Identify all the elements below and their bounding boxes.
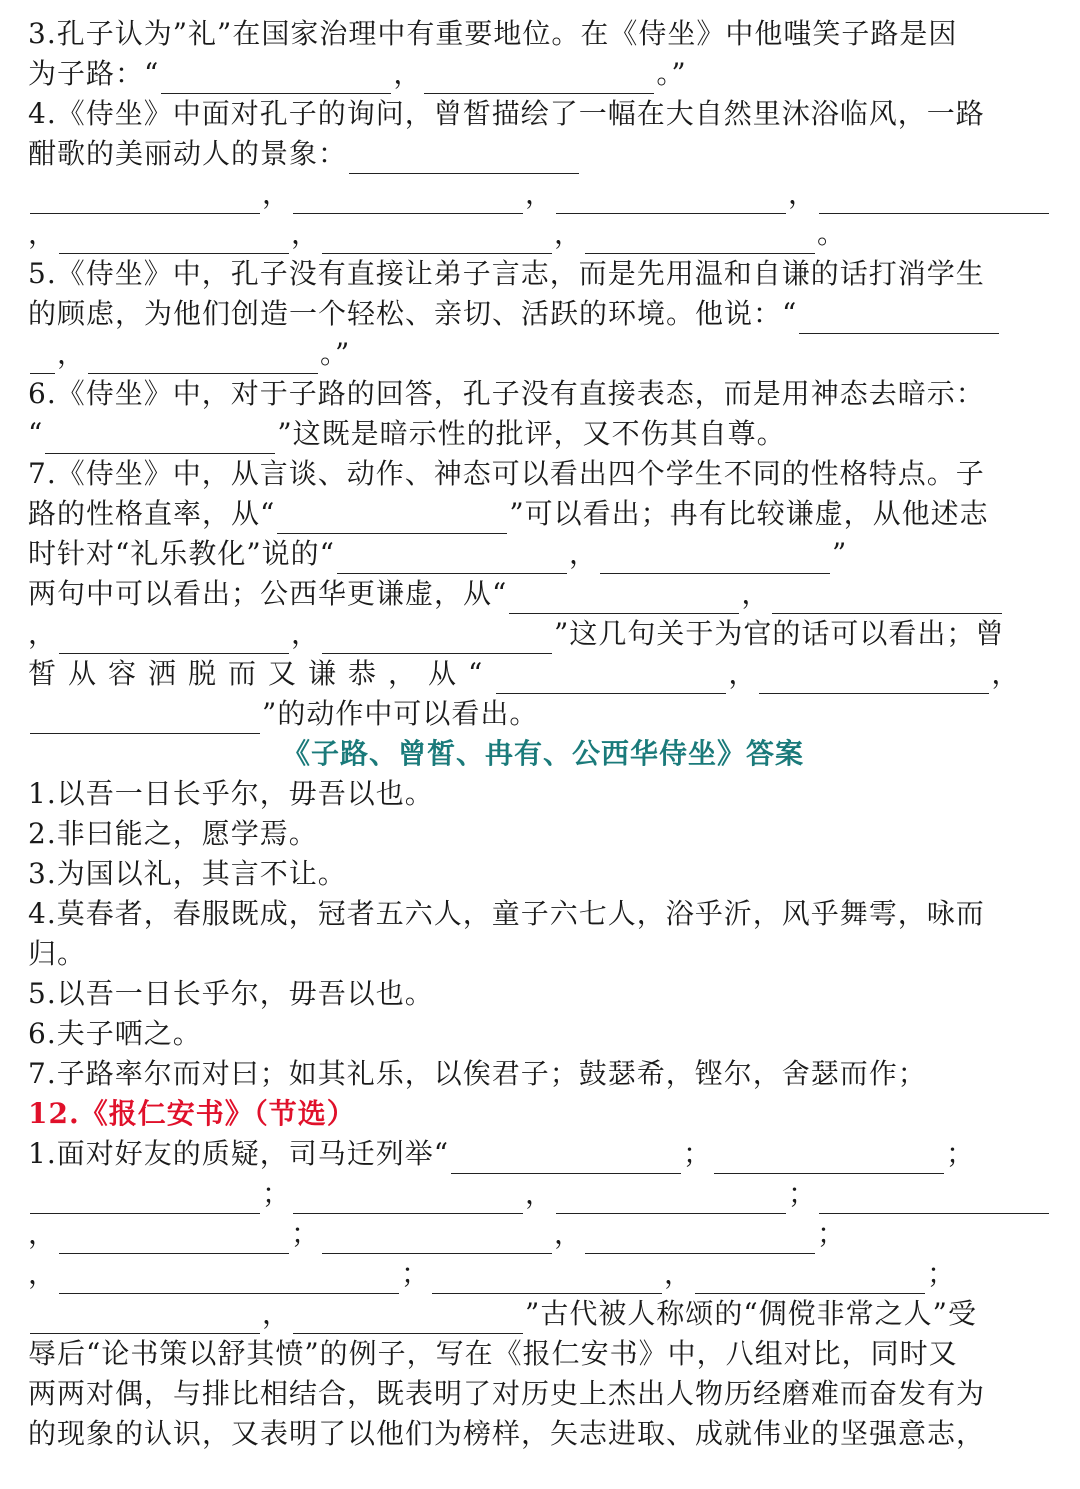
q7-text: ”这几句关于为官的话可以看出；曾	[554, 617, 1005, 650]
punct: ，	[525, 1177, 555, 1210]
punct: “	[28, 417, 44, 450]
answer-blank[interactable]	[819, 183, 1049, 214]
q7-line-2	[28, 494, 1058, 534]
answer-blank[interactable]	[88, 343, 318, 374]
answer-blank[interactable]	[30, 183, 260, 214]
answer-blank-continued[interactable]	[30, 343, 55, 374]
answer-blank[interactable]	[819, 1183, 1049, 1214]
answer-text: 1.以吾一日长乎尔，毋吾以也。	[28, 777, 434, 810]
punct: 。”	[656, 57, 687, 90]
answer-blank[interactable]	[349, 143, 579, 174]
q7-text: ”的动作中可以看出。	[262, 697, 539, 730]
answer-blank[interactable]	[337, 543, 567, 574]
punct: ，	[262, 1297, 292, 1330]
punct: ；	[946, 1137, 976, 1170]
q5-line-2	[28, 294, 1058, 334]
q7-text: 时针对“礼乐教化”说的“	[28, 537, 335, 570]
q7-line-4	[28, 574, 1058, 614]
answer-text: 6.夫子哂之。	[28, 1017, 202, 1050]
s12-q1-text: 的现象的认识，又表明了以他们为榜样，矢志进取、成就伟业的坚强意志，	[28, 1417, 986, 1450]
s12-q1-line-7	[28, 1374, 1058, 1414]
q4-prompt: 酣歌的美丽动人的景象：	[28, 137, 348, 170]
punct: ，	[28, 1217, 58, 1250]
q7-text: 路的性格直率，从“	[28, 497, 276, 530]
punct: ，	[291, 617, 321, 650]
answer-blank[interactable]	[30, 703, 260, 734]
s12-q1-line-1	[28, 1134, 1058, 1174]
answer-text: 归。	[28, 937, 87, 970]
answer-blank[interactable]	[509, 583, 739, 614]
punct: ，	[664, 1257, 694, 1290]
q7-text: 皙从容洒脱而又谦恭，从“	[28, 657, 495, 690]
answer-blank[interactable]	[799, 303, 999, 334]
q5-line-1	[28, 254, 1058, 294]
punct: ；	[788, 1177, 818, 1210]
punct: ；	[401, 1257, 431, 1290]
s12-q1-text: 两两对偶，与排比相结合，既表明了对历史上杰出人物历经磨难而奋发有为	[28, 1377, 986, 1410]
q7-line-3	[28, 534, 1058, 574]
answer-blank[interactable]	[293, 183, 523, 214]
punct: ，	[788, 177, 818, 210]
s12-q1-line-6	[28, 1334, 1058, 1374]
s12-q1-line-4	[28, 1254, 1058, 1294]
punct: ；	[291, 1217, 321, 1250]
section-heading	[28, 1094, 1058, 1134]
q7-line-5	[28, 614, 1058, 654]
q4-text: 4.《侍坐》中面对孔子的询问，曾皙描绘了一幅在大自然里沐浴临风，一路	[28, 97, 985, 130]
answer-item	[28, 1014, 1058, 1054]
punct: ，	[28, 217, 58, 250]
q7-text: 7.《侍坐》中，从言谈、动作、神态可以看出四个学生不同的性格特点。子	[28, 457, 985, 490]
answer-blank[interactable]	[424, 63, 654, 94]
answer-blank[interactable]	[277, 503, 507, 534]
punct: ；	[927, 1257, 957, 1290]
punct: ，	[554, 1217, 584, 1250]
answer-blank[interactable]	[772, 583, 1002, 614]
answer-blank[interactable]	[759, 663, 989, 694]
q6-line-1	[28, 374, 1058, 414]
s12-q1-text: ”古代被人称颂的“倜傥非常之人”受	[525, 1297, 977, 1330]
answer-blank[interactable]	[30, 1303, 260, 1334]
answer-blank[interactable]	[293, 1303, 523, 1334]
answer-blank[interactable]	[322, 1223, 552, 1254]
q4-line-4	[28, 214, 1058, 254]
punct: 。	[817, 217, 847, 250]
answer-text: 3.为国以礼，其言不让。	[28, 857, 347, 890]
answer-item	[28, 894, 1058, 934]
punct: ，	[28, 617, 58, 650]
punct: ，	[741, 577, 771, 610]
answer-text: 4.莫春者，春服既成，冠者五六人，童子六七人，浴乎沂，风乎舞雩，咏而	[28, 897, 985, 930]
q3-line-2	[28, 54, 1058, 94]
q6-text: 6.《侍坐》中，对于子路的回答，孔子没有直接表态，而是用神态去暗示：	[28, 377, 985, 410]
punct: 。”	[320, 337, 351, 370]
answer-blank[interactable]	[322, 623, 552, 654]
answer-blank[interactable]	[59, 1223, 289, 1254]
answer-blank[interactable]	[585, 223, 815, 254]
punct: ”	[831, 537, 848, 570]
answers-title	[28, 734, 1058, 774]
s12-q1-line-3	[28, 1214, 1058, 1254]
punct: ，	[262, 177, 292, 210]
answer-item	[28, 774, 1058, 814]
q3-prompt: 为子路：“	[28, 57, 160, 90]
punct: ，	[393, 57, 423, 90]
answers-title-text: 《子路、曾皙、冉有、公西华侍坐》答案	[281, 737, 804, 770]
punct: ，	[525, 177, 555, 210]
answer-blank[interactable]	[59, 1263, 399, 1294]
q3-line-1	[28, 14, 1058, 54]
q5-text: 5.《侍坐》中，孔子没有直接让弟子言志，而是先用温和自谦的话打消学生	[28, 257, 985, 290]
q7-text: 两句中可以看出；公西华更谦虚，从“	[28, 577, 508, 610]
punct: ；	[817, 1217, 847, 1250]
answer-blank[interactable]	[585, 1223, 815, 1254]
q7-line-7	[28, 694, 1058, 734]
section-heading-text: 12.《报仁安书》（节选）	[28, 1097, 356, 1130]
answer-blank[interactable]	[59, 223, 289, 254]
q6-text-tail: ”这既是暗示性的批评，又不伤其自尊。	[277, 417, 786, 450]
answer-blank[interactable]	[600, 543, 830, 574]
answer-blank[interactable]	[714, 1143, 944, 1174]
s12-q1-text: 辱后“论书策以舒其愤”的例子，写在《报仁安书》中，八组对比，同时又	[28, 1337, 958, 1370]
answer-item	[28, 974, 1058, 1014]
q4-line-3	[28, 174, 1058, 214]
punct: ，	[57, 337, 87, 370]
punct: ；	[683, 1137, 713, 1170]
q4-line-1	[28, 94, 1058, 134]
q7-text: ”可以看出；冉有比较谦虚，从他述志	[509, 497, 989, 530]
s12-q1-line-5	[28, 1294, 1058, 1334]
answer-blank[interactable]	[695, 1263, 925, 1294]
answer-blank[interactable]	[59, 623, 289, 654]
answer-item	[28, 934, 1058, 974]
q5-prompt: 的顾虑，为他们创造一个轻松、亲切、活跃的环境。他说：“	[28, 297, 798, 330]
s12-q1-text: 1.面对好友的质疑，司马迁列举“	[28, 1137, 450, 1170]
punct: ，	[568, 537, 598, 570]
punct: ，	[991, 657, 1021, 690]
punct: ，	[291, 217, 321, 250]
q4-line-2	[28, 134, 1058, 174]
answer-blank[interactable]	[556, 183, 786, 214]
q3-text: 3.孔子认为”礼”在国家治理中有重要地位。在《侍坐》中他嗤笑子路是因	[28, 17, 958, 50]
s12-q1-line-8	[28, 1414, 1058, 1454]
q5-line-3	[28, 334, 1058, 374]
answer-blank[interactable]	[30, 1183, 260, 1214]
answer-item	[28, 814, 1058, 854]
q7-line-6	[28, 654, 1058, 694]
answer-text: 7.子路率尔而对曰；如其礼乐，以俟君子；鼓瑟希，铿尔，舍瑟而作；	[28, 1057, 927, 1090]
answer-item	[28, 854, 1058, 894]
answer-blank[interactable]	[451, 1143, 681, 1174]
punct: ，	[728, 657, 758, 690]
answer-text: 5.以吾一日长乎尔，毋吾以也。	[28, 977, 434, 1010]
answer-blank[interactable]	[432, 1263, 662, 1294]
punct: ；	[262, 1177, 292, 1210]
answer-blank[interactable]	[322, 223, 552, 254]
answer-blank[interactable]	[496, 663, 726, 694]
answer-item	[28, 1054, 1058, 1094]
answer-blank[interactable]	[556, 1183, 786, 1214]
answer-blank[interactable]	[293, 1183, 523, 1214]
answer-text: 2.非曰能之，愿学焉。	[28, 817, 318, 850]
answer-blank[interactable]	[45, 423, 275, 454]
q7-line-1	[28, 454, 1058, 494]
q6-line-2	[28, 414, 1058, 454]
s12-q1-line-2	[28, 1174, 1058, 1214]
answer-blank[interactable]	[161, 63, 391, 94]
punct: ，	[554, 217, 584, 250]
punct: ，	[28, 1257, 58, 1290]
